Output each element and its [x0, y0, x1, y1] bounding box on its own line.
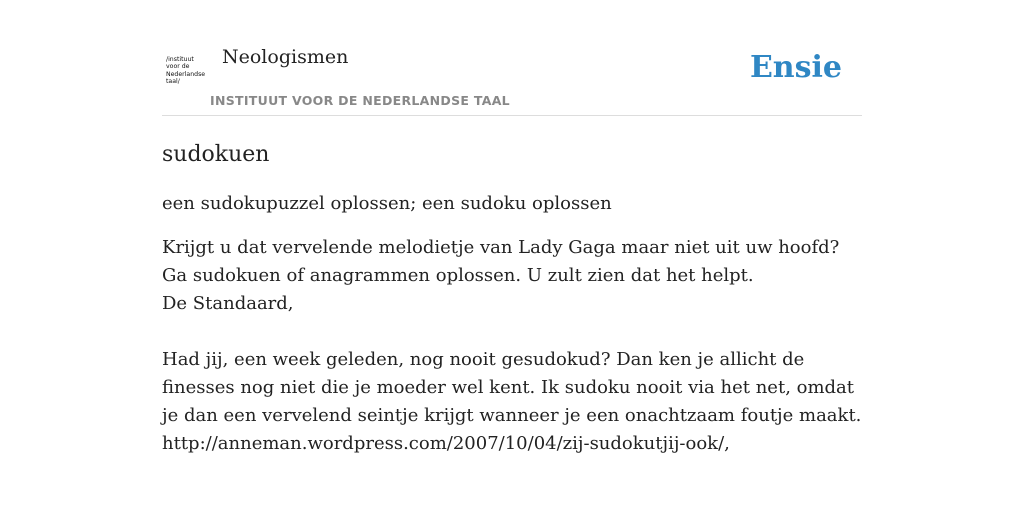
entry-card — [162, 40, 862, 458]
site-subtitle: INSTITUUT VOOR DE NEDERLANDSE TAAL — [210, 93, 510, 108]
logo-line: voor de — [166, 63, 190, 71]
example-quote — [162, 234, 862, 318]
institute-logo[interactable] — [166, 56, 208, 86]
entry-examples — [162, 234, 862, 458]
site-title[interactable]: Neologismen — [222, 46, 349, 68]
example-text: Krijgt u dat vervelende melodietje van Lady Gaga maar niet uit uw hoofd? Ga sudokuen of anagrammen oplossen. U zult zien dat het helpt. — [162, 237, 840, 286]
entry-term: sudokuen — [162, 142, 270, 167]
example-source: De Standaard, — [162, 293, 294, 314]
ensie-brand-logo[interactable]: Ensie — [749, 50, 842, 85]
logo-line: Nederlandse — [166, 70, 206, 78]
example-source: http://anneman.wordpress.com/2007/10/04/zij-sudokutjij-ook/, — [162, 433, 730, 454]
entry-definition: een sudokupuzzel oplossen; een sudoku oplossen — [162, 193, 612, 214]
example-quote — [162, 346, 862, 458]
logo-line: /instituut — [166, 56, 194, 63]
logo-line: taal/ — [166, 78, 180, 86]
header — [162, 40, 862, 116]
example-text: Had jij, een week geleden, nog nooit gesudokud? Dan ken je allicht de finesses nog niet die je moeder wel kent. Ik sudoku nooit via het net, omdat je dan een vervelend seintje krijgt wanneer je een onachtzaam foutje maakt. — [162, 349, 862, 426]
